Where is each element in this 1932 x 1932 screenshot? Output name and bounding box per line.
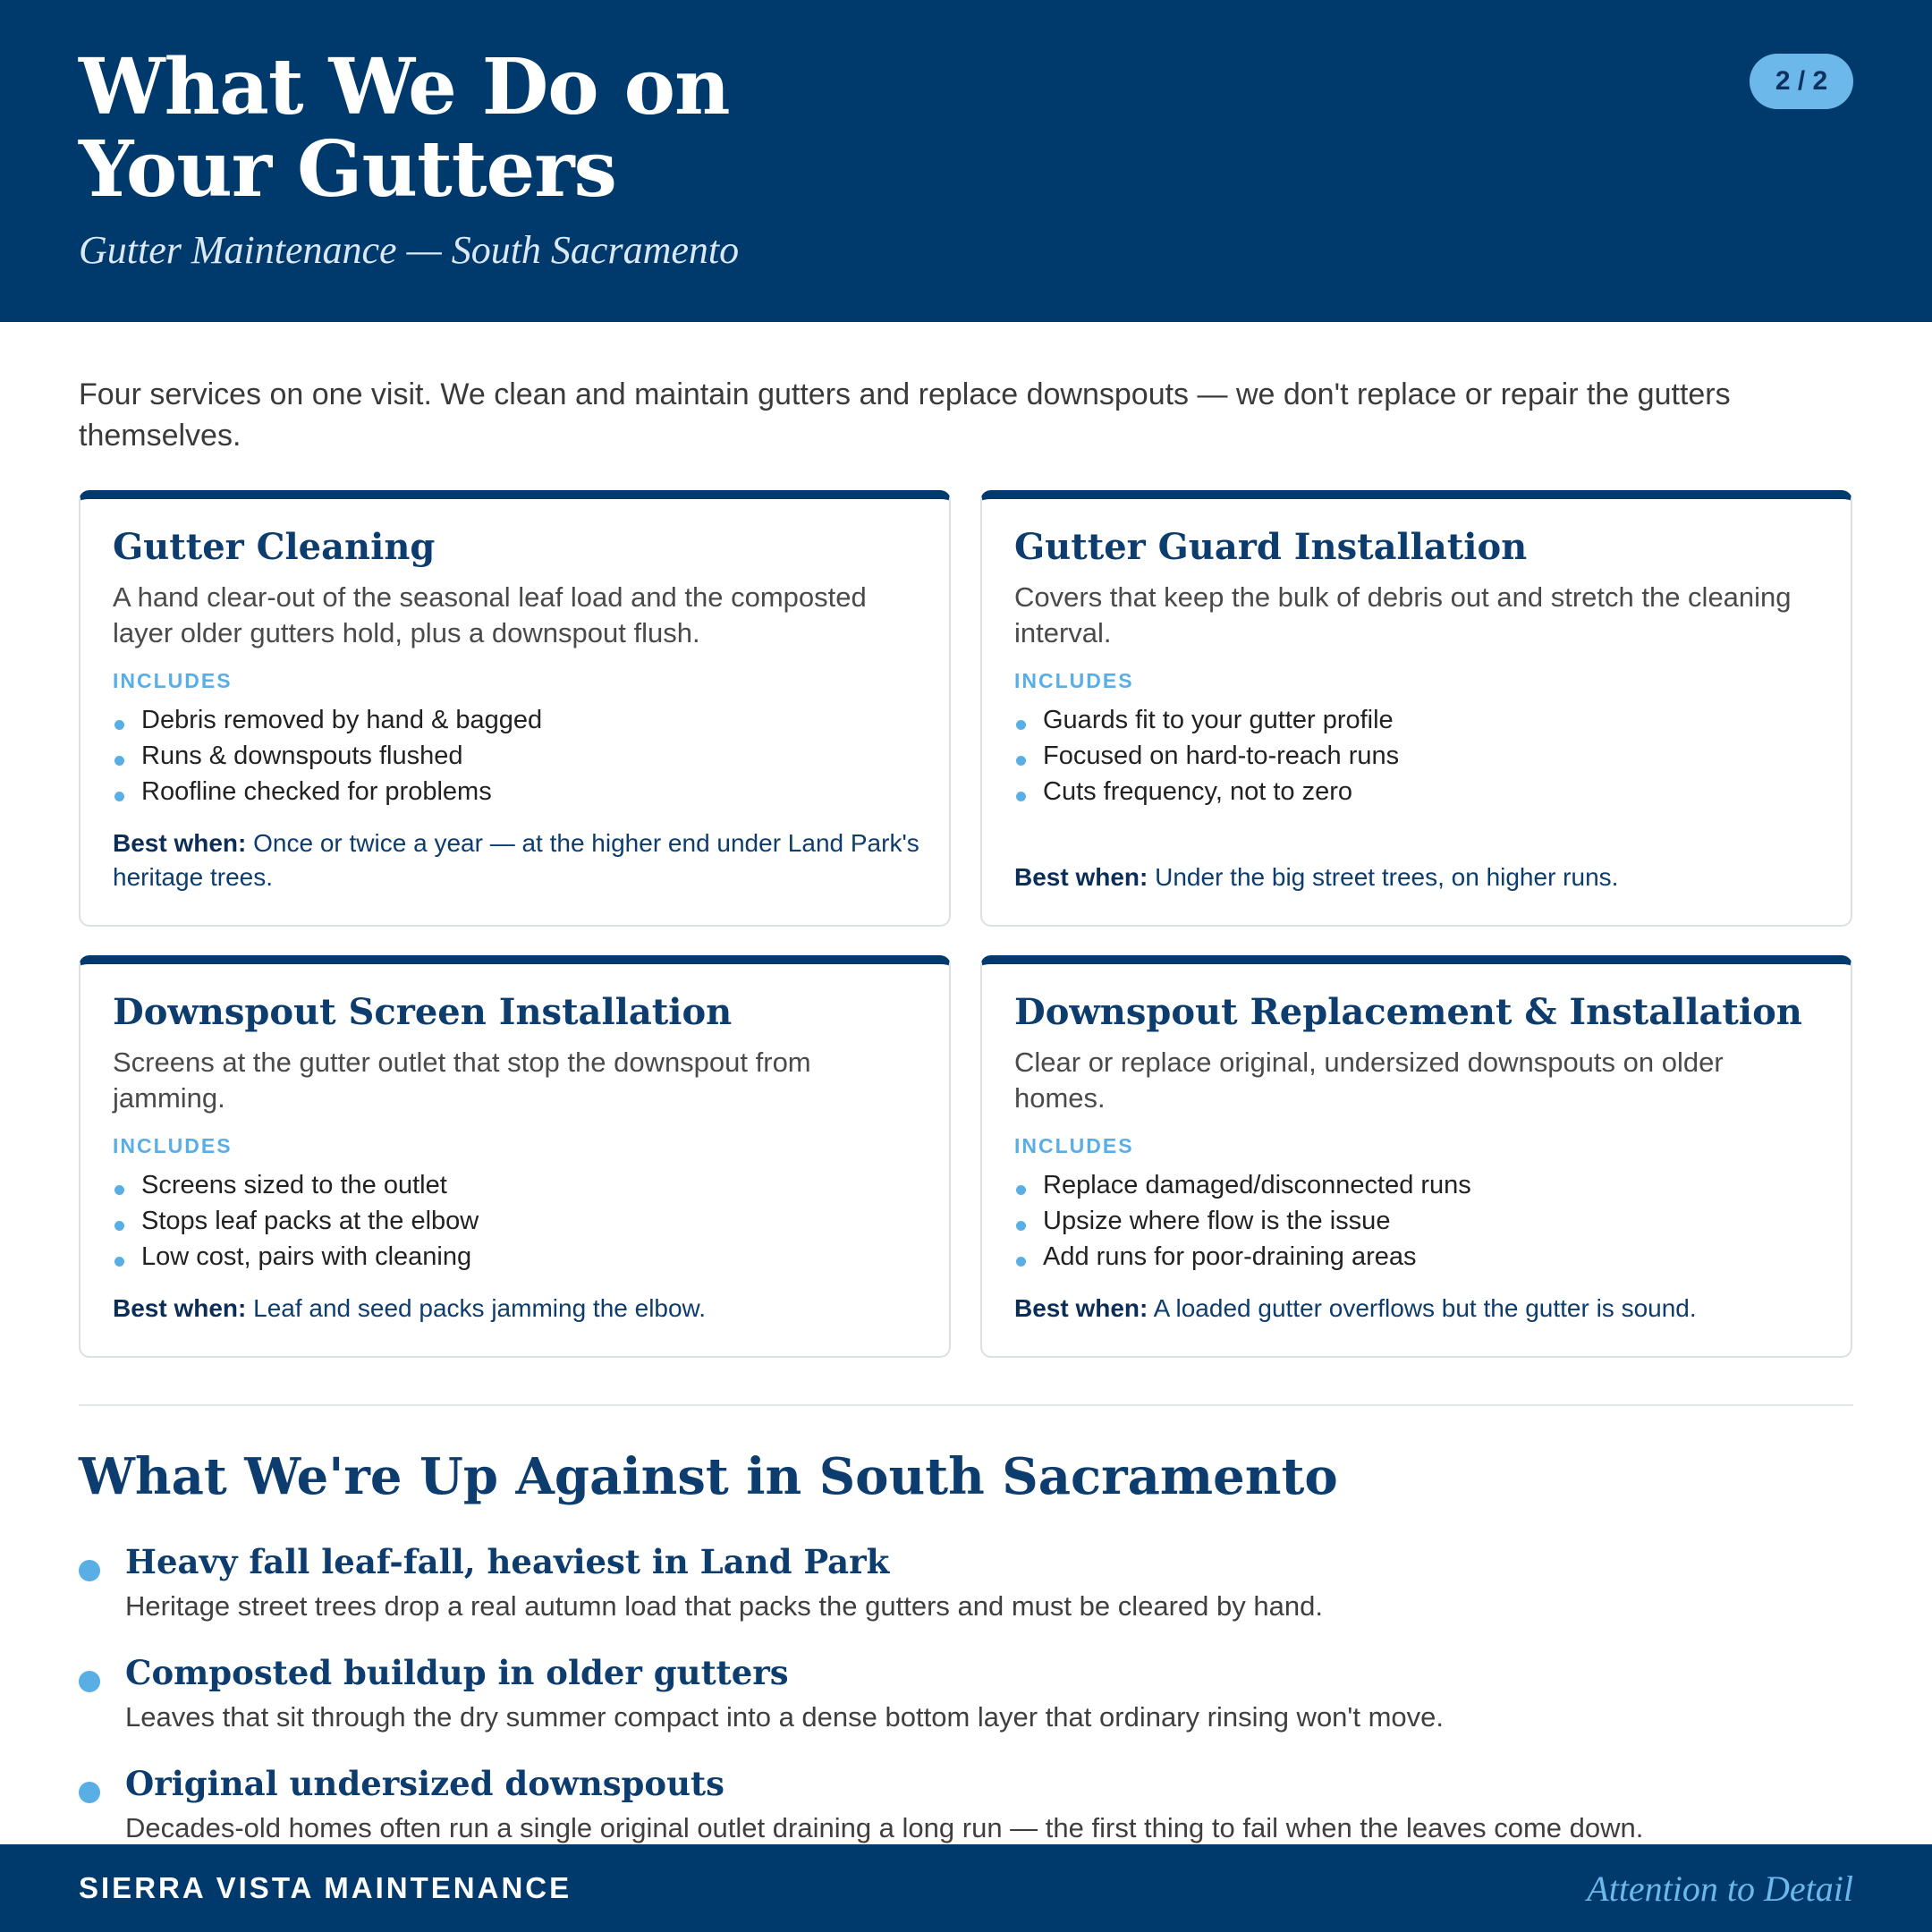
includes-label: INCLUDES bbox=[1014, 669, 1134, 692]
includes-item-text: Runs & downspouts flushed bbox=[141, 741, 463, 770]
includes-item bbox=[1014, 774, 1818, 809]
challenge-title: Heavy fall leaf-fall, heaviest in Land Park bbox=[125, 1542, 890, 1581]
best-when-note bbox=[1014, 860, 1824, 894]
challenge-title: Composted buildup in older gutters bbox=[125, 1653, 789, 1692]
includes-item-text: Stops leaf packs at the elbow bbox=[141, 1207, 479, 1235]
footer-bar bbox=[0, 1844, 1932, 1932]
challenge-title: Original undersized downspouts bbox=[125, 1764, 724, 1803]
service-description: Screens at the gutter outlet that stop the downspout from jamming. bbox=[113, 1046, 811, 1114]
includes-list bbox=[1014, 1167, 1818, 1275]
includes-list bbox=[113, 702, 917, 809]
bullet-dot-icon bbox=[1016, 1185, 1026, 1195]
page-title-line-1: What We Do on bbox=[79, 42, 730, 132]
service-card-gutter-guard bbox=[980, 490, 1852, 927]
bullet-dot-icon bbox=[79, 1782, 100, 1803]
bullet-dot-icon bbox=[114, 1221, 124, 1231]
best-when-text: A loaded gutter overflows but the gutter is sound. bbox=[1153, 1294, 1697, 1322]
includes-item bbox=[1014, 1239, 1818, 1275]
includes-item-text: Add runs for poor-draining areas bbox=[1043, 1242, 1417, 1271]
bullet-dot-icon bbox=[1016, 756, 1026, 766]
includes-item-text: Replace damaged/disconnected runs bbox=[1043, 1171, 1471, 1199]
includes-item bbox=[113, 774, 917, 809]
includes-label: INCLUDES bbox=[113, 669, 233, 692]
includes-item-text: Roofline checked for problems bbox=[141, 777, 492, 806]
challenge-description: Decades-old homes often run a single original outlet draining a long run — the first thing to fail when the leaves come down. bbox=[125, 1812, 1644, 1843]
header-banner bbox=[0, 0, 1932, 322]
section-heading: What We're Up Against in South Sacramento bbox=[79, 1447, 1338, 1506]
page-indicator-badge: 2 / 2 bbox=[1750, 54, 1853, 109]
challenge-description: Leaves that sit through the dry summer compact into a dense bottom layer that ordinary rinsing won't move. bbox=[125, 1701, 1444, 1733]
includes-item-text: Screens sized to the outlet bbox=[141, 1171, 447, 1199]
best-when-text: Once or twice a year — at the higher end under Land Park's heritage trees. bbox=[113, 829, 919, 891]
bullet-dot-icon bbox=[114, 720, 124, 730]
best-when-text: Under the big street trees, on higher runs. bbox=[1155, 863, 1619, 891]
intro-text: Four services on one visit. We clean and maintain gutters and replace downspouts — we don't replace or repair the gutters themselves. bbox=[79, 377, 1731, 453]
service-description: A hand clear-out of the seasonal leaf load and the composted layer older gutters hold, plus a downspout flush. bbox=[113, 581, 867, 648]
service-card-gutter-cleaning bbox=[79, 490, 951, 927]
includes-item-text: Low cost, pairs with cleaning bbox=[141, 1242, 472, 1271]
bullet-dot-icon bbox=[114, 756, 124, 766]
service-card-downspout-screen bbox=[79, 955, 951, 1358]
includes-item bbox=[113, 738, 917, 774]
includes-item bbox=[1014, 702, 1818, 738]
service-title: Gutter Cleaning bbox=[113, 526, 436, 568]
best-when-note bbox=[1014, 1292, 1824, 1326]
bullet-dot-icon bbox=[1016, 1257, 1026, 1267]
best-when-note bbox=[113, 1292, 922, 1326]
service-title: Downspout Replacement & Installation bbox=[1014, 991, 1802, 1033]
includes-item-text: Debris removed by hand & bagged bbox=[141, 706, 543, 734]
bullet-dot-icon bbox=[79, 1671, 100, 1692]
bullet-dot-icon bbox=[114, 1185, 124, 1195]
page-title-line-2: Your Gutters bbox=[79, 124, 616, 215]
includes-item bbox=[1014, 1203, 1818, 1239]
bullet-dot-icon bbox=[1016, 1221, 1026, 1231]
service-description: Covers that keep the bulk of debris out and stretch the cleaning interval. bbox=[1014, 581, 1792, 648]
page-title bbox=[79, 42, 730, 215]
includes-label: INCLUDES bbox=[113, 1134, 233, 1157]
includes-list bbox=[113, 1167, 917, 1275]
bullet-dot-icon bbox=[79, 1560, 100, 1581]
bullet-dot-icon bbox=[1016, 720, 1026, 730]
best-when-text: Leaf and seed packs jamming the elbow. bbox=[253, 1294, 707, 1322]
section-divider bbox=[79, 1404, 1853, 1406]
bullet-dot-icon bbox=[114, 1257, 124, 1267]
includes-item-text: Focused on hard-to-reach runs bbox=[1043, 741, 1400, 770]
challenge-description: Heritage street trees drop a real autumn load that packs the gutters and must be cleared by hand. bbox=[125, 1590, 1323, 1622]
bullet-dot-icon bbox=[114, 792, 124, 801]
best-when-label: Best when: bbox=[1014, 1294, 1148, 1322]
best-when-label: Best when: bbox=[1014, 863, 1148, 891]
includes-item-text: Guards fit to your gutter profile bbox=[1043, 706, 1394, 734]
includes-item bbox=[113, 1203, 917, 1239]
page-subtitle: Gutter Maintenance — South Sacramento bbox=[79, 228, 740, 272]
best-when-note bbox=[113, 826, 922, 894]
includes-label: INCLUDES bbox=[1014, 1134, 1134, 1157]
includes-item bbox=[113, 702, 917, 738]
service-description: Clear or replace original, undersized downspouts on older homes. bbox=[1014, 1046, 1724, 1114]
includes-item bbox=[113, 1167, 917, 1203]
includes-item-text: Cuts frequency, not to zero bbox=[1043, 777, 1353, 806]
includes-list bbox=[1014, 702, 1818, 809]
service-title: Downspout Screen Installation bbox=[113, 991, 733, 1033]
includes-item bbox=[113, 1239, 917, 1275]
includes-item-text: Upsize where flow is the issue bbox=[1043, 1207, 1391, 1235]
best-when-label: Best when: bbox=[113, 1294, 247, 1322]
includes-item bbox=[1014, 738, 1818, 774]
best-when-label: Best when: bbox=[113, 829, 247, 857]
bullet-dot-icon bbox=[1016, 792, 1026, 801]
service-card-downspout-replacement bbox=[980, 955, 1852, 1358]
footer-brand: SIERRA VISTA MAINTENANCE bbox=[79, 1871, 572, 1904]
includes-item bbox=[1014, 1167, 1818, 1203]
service-title: Gutter Guard Installation bbox=[1014, 526, 1528, 568]
footer-tagline: Attention to Detail bbox=[1587, 1868, 1853, 1909]
